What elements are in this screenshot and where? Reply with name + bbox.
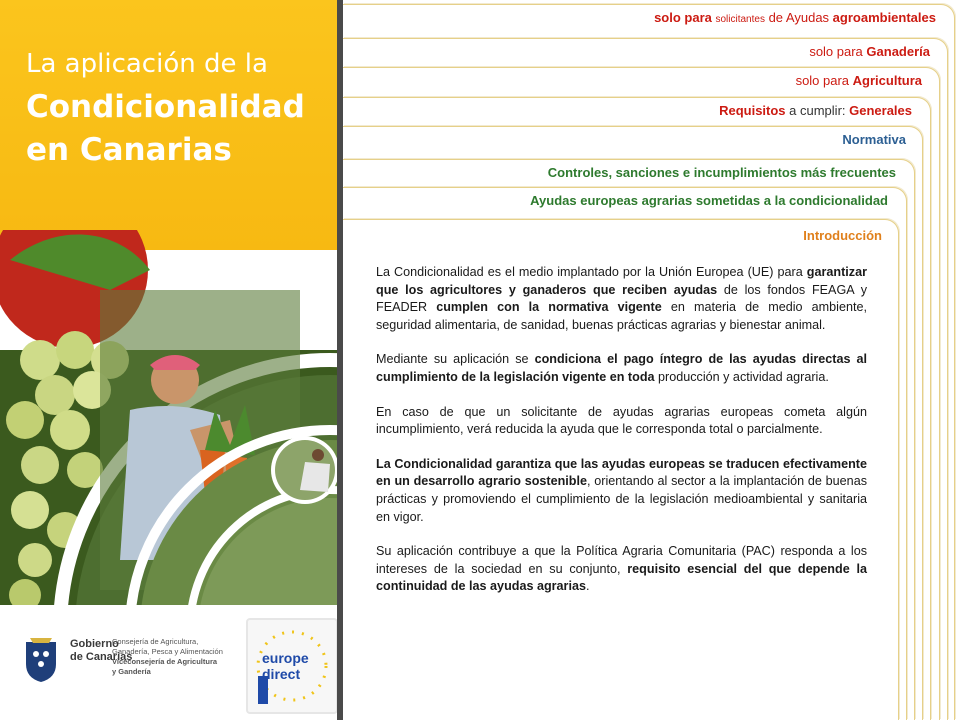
- tab-agroambientales-label: solo para solicitantes de Ayudas agroambientales: [654, 10, 936, 25]
- field-worker-image: [271, 436, 339, 504]
- europe-direct-logo: [246, 618, 338, 714]
- consejeria-line-2: Ganadería, Pesca y Alimentación: [112, 647, 223, 656]
- cover-title-line-3: en Canarias: [26, 132, 232, 168]
- intro-paragraph-4: La Condicionalidad garantiza que las ayudas europeas se traducen efectivamente en un desarrollo agrario sostenible, orientando al sector a la implantación de buenas prácticas y promoviendo el cumplimiento de la legislación medioambiental y sanitaria en vigor.: [376, 456, 867, 524]
- cover-title-line-2: Condicionalidad: [26, 89, 305, 125]
- tab-controles-label: Controles, sanciones e incumplimientos más frecuentes: [547, 165, 896, 180]
- tab-normativa-label: Normativa: [842, 132, 906, 147]
- intro-paragraph-2: Mediante su aplicación se condiciona el pago íntegro de las ayudas directas al cumplimiento de la legislación vigente en toda producción y actividad agraria.: [376, 352, 867, 384]
- intro-paragraph-5: Su aplicación contribuye a que la Política Agraria Comunitaria (PAC) responda a los intereses de la sociedad en su conjunto, requisito esencial del que depende la continuidad de las ayudas agrarias.: [376, 544, 867, 594]
- cover-photo-collage: [0, 230, 343, 605]
- tab-ayudas-europeas-label: Ayudas europeas agrarias sometidas a la condicionalidad: [530, 193, 888, 208]
- consejeria-line-1: Consejería de Agricultura,: [112, 637, 199, 646]
- viceconsejeria-line-2: y Gandería: [112, 667, 151, 676]
- tab-requisitos-generales-label: Requisitos a cumplir: Generales: [719, 103, 912, 118]
- gobierno-canarias-crest-icon: [16, 634, 66, 684]
- cover-title-line-1: La aplicación de la: [26, 49, 268, 79]
- logo-strip: [0, 610, 343, 720]
- tab-ganaderia-label: solo para Ganadería: [809, 44, 930, 59]
- viceconsejeria-line-1: Viceconsejería de Agricultura: [112, 657, 218, 666]
- intro-paragraph-1: La Condicionalidad es el medio implantado por la Unión Europea (UE) para garantizar que los agricultores y ganaderos que reciben ayudas de los fondos FEAGA y FEADER cumplen con la normativa vigente en materia de medio ambiente, seguridad alimentaria, de sanidad, buenas prácticas agrarias y bienestar animal.: [376, 265, 867, 332]
- europe-label: europe: [262, 650, 309, 666]
- intro-paragraph-3: En caso de que un solicitante de ayudas agrarias europeas cometa algún incumplimiento, verá reducida la ayuda que le corresponda total o parcialmente.: [376, 404, 867, 437]
- direct-label: direct: [262, 666, 301, 682]
- cover-panel: [0, 0, 343, 720]
- gobierno-line-2: de Canarias: [70, 651, 133, 663]
- consejeria-label: [112, 637, 242, 677]
- gobierno-line-1: Gobierno: [70, 638, 119, 650]
- cover-title: [26, 46, 336, 170]
- intro-content: [376, 264, 867, 613]
- tab-introduccion-label: Introducción: [803, 228, 882, 243]
- tab-agricultura-label: solo para Agricultura: [795, 73, 922, 88]
